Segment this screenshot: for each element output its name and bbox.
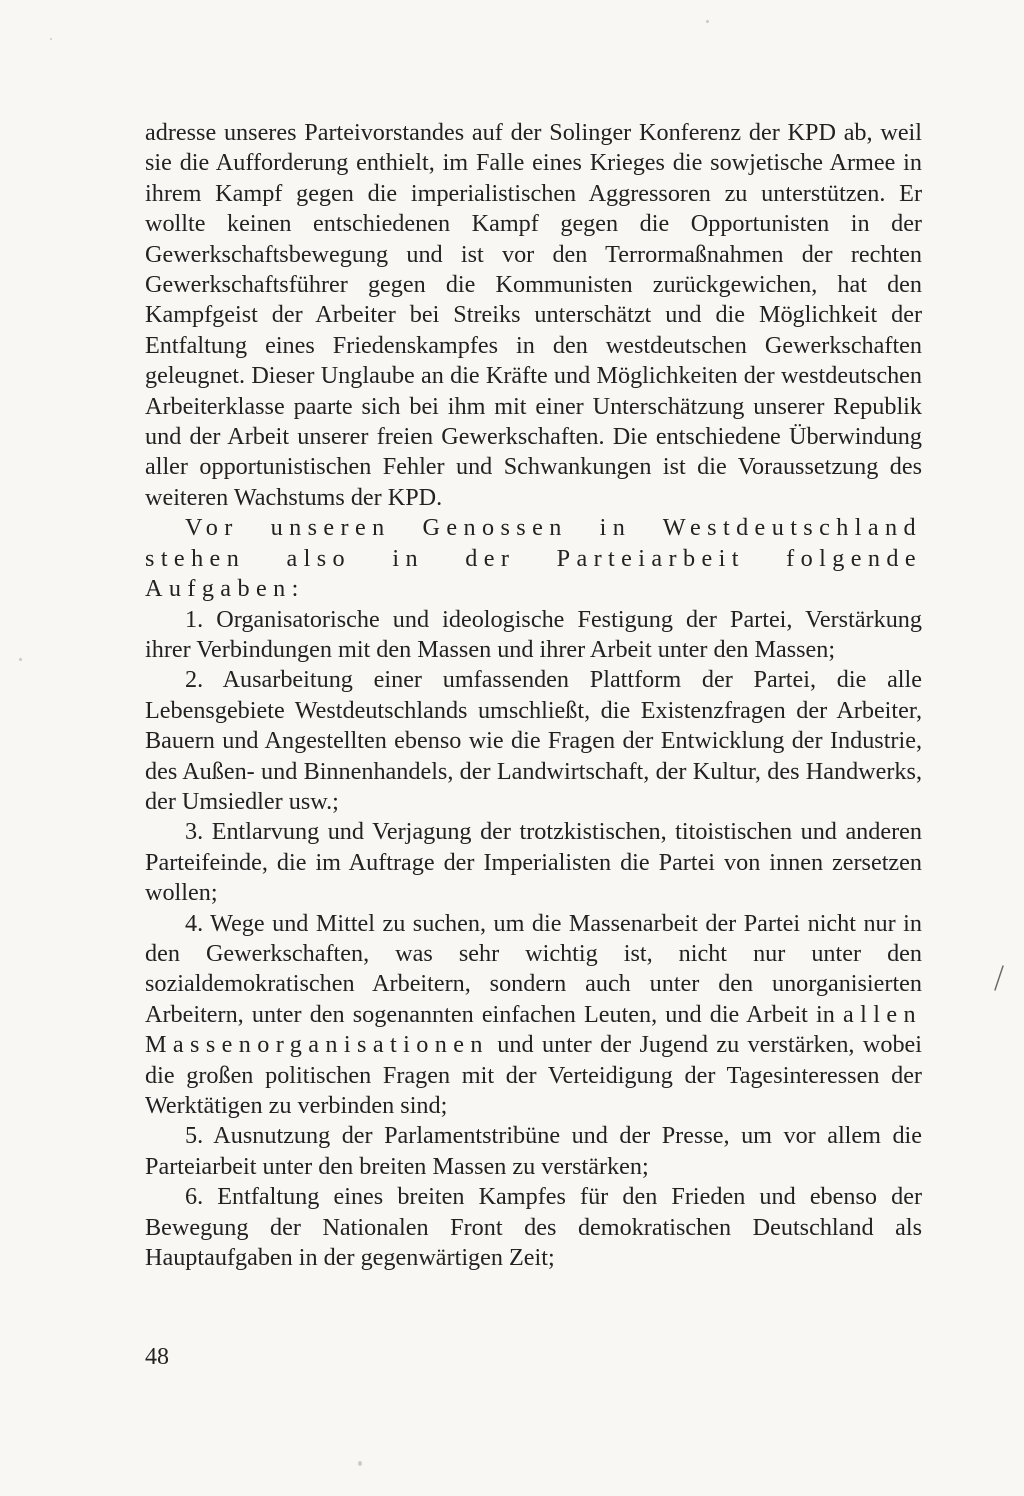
- paper-speck: [358, 1461, 362, 1466]
- intro-paragraph: adresse unseres Parteivorstandes auf der Solinger Konferenz der KPD ab, weil sie die Aufforderung enthielt, im Falle eines Krieges die sowjetische Armee in ihrem Kampf gegen die imperialistischen Aggressoren zu unterstützen. Er wollte keinen entschiedenen Kampf gegen die Opportunisten in der Gewerkschaftsbewegung und ist vor den Terrormaßnahmen der rechten Gewerkschaftsführer gegen die Kommunisten zurückgewichen, hat den Kampfgeist der Arbeiter bei Streiks unterschätzt und die Möglichkeit der Entfaltung eines Friedenskampfes in den westdeutschen Gewerkschaften geleugnet. Dieser Unglaube an die Kräfte und Möglichkeiten der westdeutschen Arbeiterklasse paarte sich bei ihm mit einer Unterschätzung unserer Republik und der Arbeit unserer freien Gewerkschaften. Die entschiedene Überwindung aller opportunistischen Fehler und Schwankungen ist die Voraussetzung des weiteren Wachstums der KPD.: [145, 119, 922, 511]
- task-item-1: 1. Organisatorische und ideologische Festigung der Partei, Verstärkung ihrer Verbindungen mit den Massen und ihrer Arbeit unter den Massen;: [145, 605, 922, 663]
- task-item-6: 6. Entfaltung eines breiten Kampfes für den Frieden und ebenso der Bewegung der Nationalen Front des demokratischen Deutschland als Hauptaufgaben in der gegenwärtigen Zeit;: [145, 1183, 922, 1272]
- paper-speck: [706, 20, 709, 23]
- task-item-4-emphasis: allen Massenorganisationen: [145, 1000, 923, 1059]
- paper-speck: [50, 38, 52, 40]
- tasks-heading: Vor unseren Genossen in Westdeutschland stehen also in der Parteiarbeit folgende Aufgaben:: [145, 514, 922, 603]
- main-text: [145, 118, 922, 1273]
- paper-speck: [19, 658, 22, 661]
- task-item-2: 2. Ausarbeitung einer umfassenden Plattform der Partei, die alle Lebensgebiete Westdeutschlands umschließt, die Existenzfragen der Arbeiter, Bauern und Angestellten ebenso wie die Fragen der Entwicklung der Industrie, des Außen- und Binnenhandels, der Landwirtschaft, der Kultur, des Handwerks, der Umsiedler usw.;: [145, 666, 922, 815]
- task-item-4: [145, 909, 922, 1122]
- task-item-3: 3. Entlarvung und Verjagung der trotzkistischen, titoistischen und anderen Parteifeinde, die im Auftrage der Imperialisten die Partei von innen zersetzen wollen;: [145, 818, 922, 907]
- task-item-4-part-1: 4. Wege und Mittel zu suchen, um die Massenarbeit der Partei nicht nur in den Gewerkschaften, was sehr wichtig ist, nicht nur unter den sozialdemokratischen Arbeitern, sondern auch unter den unorganisierten Arbeitern, unter den sogenannten einfachen Leuten, und die Arbeit in: [145, 909, 922, 1028]
- pencil-mark-icon: [992, 965, 1006, 991]
- task-item-4-part-2: und unter der Jugend zu verstärken, wobei die großen politischen Fragen mit der Verteidigung der Tagesinteressen der Werktätigen zu verbinden sind;: [145, 1031, 922, 1119]
- task-item-5: 5. Ausnutzung der Parlamentstribüne und der Presse, um vor allem die Parteiarbeit unter den breiten Massen zu verstärken;: [145, 1122, 922, 1180]
- page-number: 48: [145, 1344, 169, 1370]
